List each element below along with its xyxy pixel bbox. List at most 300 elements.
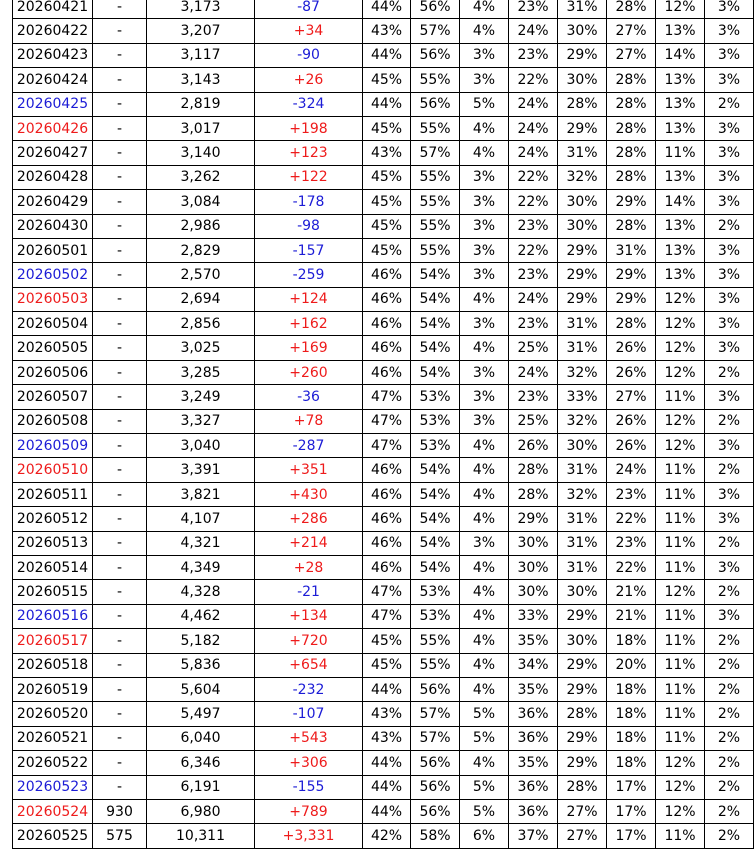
total-cell: 3,249 — [147, 385, 255, 409]
total-cell: 2,819 — [147, 92, 255, 116]
pct-cell-7: 11% — [656, 677, 705, 701]
pct-cell-6: 28% — [607, 0, 656, 19]
pct-cell-2: 56% — [411, 751, 460, 775]
pct-cell-3: 4% — [460, 0, 509, 19]
count-cell: 930 — [93, 799, 147, 823]
pct-cell-3: 5% — [460, 92, 509, 116]
table-row — [13, 507, 754, 531]
date-cell: 20260513 — [13, 531, 93, 555]
daily-stats-table — [12, 0, 754, 849]
count-cell: - — [93, 190, 147, 214]
pct-cell-4: 30% — [509, 531, 558, 555]
pct-cell-1: 44% — [363, 0, 411, 19]
pct-cell-3: 4% — [460, 751, 509, 775]
total-cell: 5,604 — [147, 677, 255, 701]
date-cell: 20260523 — [13, 775, 93, 799]
pct-cell-7: 11% — [656, 824, 705, 848]
change-cell: -157 — [255, 238, 363, 262]
pct-cell-1: 43% — [363, 19, 411, 43]
pct-cell-6: 28% — [607, 68, 656, 92]
date-cell: 20260426 — [13, 116, 93, 140]
count-cell: - — [93, 555, 147, 579]
pct-cell-1: 44% — [363, 799, 411, 823]
pct-cell-5: 29% — [558, 263, 607, 287]
table-row — [13, 677, 754, 701]
count-cell: - — [93, 751, 147, 775]
count-cell: - — [93, 775, 147, 799]
count-cell: - — [93, 287, 147, 311]
change-cell: +124 — [255, 287, 363, 311]
table-body — [13, 0, 754, 848]
pct-cell-6: 29% — [607, 263, 656, 287]
change-cell: -155 — [255, 775, 363, 799]
pct-cell-6: 28% — [607, 141, 656, 165]
pct-cell-3: 5% — [460, 726, 509, 750]
pct-cell-3: 4% — [460, 580, 509, 604]
pct-cell-1: 46% — [363, 287, 411, 311]
pct-cell-2: 56% — [411, 43, 460, 67]
pct-cell-1: 44% — [363, 751, 411, 775]
table-row — [13, 336, 754, 360]
count-cell: - — [93, 385, 147, 409]
pct-cell-3: 4% — [460, 677, 509, 701]
pct-cell-5: 29% — [558, 43, 607, 67]
change-cell: -107 — [255, 702, 363, 726]
pct-cell-3: 4% — [460, 19, 509, 43]
pct-cell-1: 42% — [363, 824, 411, 848]
pct-cell-3: 4% — [460, 555, 509, 579]
pct-cell-5: 30% — [558, 214, 607, 238]
pct-cell-4: 24% — [509, 287, 558, 311]
change-cell: -98 — [255, 214, 363, 238]
pct-cell-6: 27% — [607, 43, 656, 67]
pct-cell-3: 3% — [460, 385, 509, 409]
pct-cell-8: 2% — [705, 629, 754, 653]
pct-cell-6: 27% — [607, 19, 656, 43]
pct-cell-4: 22% — [509, 238, 558, 262]
count-cell: - — [93, 92, 147, 116]
total-cell: 4,349 — [147, 555, 255, 579]
pct-cell-7: 11% — [656, 726, 705, 750]
pct-cell-3: 3% — [460, 312, 509, 336]
pct-cell-3: 3% — [460, 360, 509, 384]
pct-cell-7: 12% — [656, 287, 705, 311]
pct-cell-8: 2% — [705, 824, 754, 848]
pct-cell-6: 18% — [607, 677, 656, 701]
pct-cell-7: 12% — [656, 751, 705, 775]
count-cell: - — [93, 68, 147, 92]
table-row — [13, 68, 754, 92]
change-cell: +260 — [255, 360, 363, 384]
pct-cell-1: 46% — [363, 531, 411, 555]
pct-cell-6: 29% — [607, 287, 656, 311]
pct-cell-5: 29% — [558, 653, 607, 677]
pct-cell-8: 3% — [705, 238, 754, 262]
pct-cell-2: 55% — [411, 214, 460, 238]
pct-cell-4: 28% — [509, 482, 558, 506]
change-cell: +3,331 — [255, 824, 363, 848]
date-cell: 20260507 — [13, 385, 93, 409]
pct-cell-2: 54% — [411, 360, 460, 384]
total-cell: 4,462 — [147, 604, 255, 628]
pct-cell-2: 55% — [411, 238, 460, 262]
pct-cell-2: 56% — [411, 92, 460, 116]
count-cell: - — [93, 629, 147, 653]
pct-cell-8: 3% — [705, 68, 754, 92]
pct-cell-8: 3% — [705, 165, 754, 189]
table-row — [13, 434, 754, 458]
pct-cell-2: 53% — [411, 409, 460, 433]
date-cell: 20260509 — [13, 434, 93, 458]
pct-cell-4: 24% — [509, 360, 558, 384]
change-cell: -287 — [255, 434, 363, 458]
total-cell: 6,980 — [147, 799, 255, 823]
date-cell: 20260502 — [13, 263, 93, 287]
pct-cell-4: 24% — [509, 19, 558, 43]
pct-cell-4: 23% — [509, 0, 558, 19]
date-cell: 20260504 — [13, 312, 93, 336]
change-cell: +306 — [255, 751, 363, 775]
pct-cell-1: 44% — [363, 775, 411, 799]
pct-cell-6: 28% — [607, 214, 656, 238]
change-cell: +122 — [255, 165, 363, 189]
pct-cell-8: 2% — [705, 653, 754, 677]
pct-cell-3: 4% — [460, 482, 509, 506]
pct-cell-1: 45% — [363, 165, 411, 189]
pct-cell-7: 11% — [656, 507, 705, 531]
change-cell: -232 — [255, 677, 363, 701]
pct-cell-2: 55% — [411, 68, 460, 92]
date-cell: 20260424 — [13, 68, 93, 92]
table-row — [13, 263, 754, 287]
pct-cell-1: 45% — [363, 116, 411, 140]
pct-cell-6: 21% — [607, 580, 656, 604]
pct-cell-4: 24% — [509, 92, 558, 116]
pct-cell-2: 54% — [411, 482, 460, 506]
pct-cell-2: 54% — [411, 336, 460, 360]
count-cell: - — [93, 482, 147, 506]
pct-cell-1: 43% — [363, 702, 411, 726]
pct-cell-8: 2% — [705, 726, 754, 750]
pct-cell-7: 11% — [656, 141, 705, 165]
pct-cell-8: 2% — [705, 214, 754, 238]
pct-cell-1: 45% — [363, 68, 411, 92]
pct-cell-2: 53% — [411, 580, 460, 604]
date-cell: 20260512 — [13, 507, 93, 531]
pct-cell-6: 28% — [607, 312, 656, 336]
count-cell: - — [93, 726, 147, 750]
total-cell: 6,346 — [147, 751, 255, 775]
pct-cell-7: 13% — [656, 214, 705, 238]
pct-cell-2: 56% — [411, 775, 460, 799]
change-cell: +720 — [255, 629, 363, 653]
pct-cell-2: 55% — [411, 190, 460, 214]
pct-cell-2: 55% — [411, 653, 460, 677]
pct-cell-5: 29% — [558, 238, 607, 262]
pct-cell-4: 35% — [509, 751, 558, 775]
pct-cell-6: 29% — [607, 190, 656, 214]
table-row — [13, 385, 754, 409]
pct-cell-4: 35% — [509, 677, 558, 701]
date-cell: 20260422 — [13, 19, 93, 43]
pct-cell-4: 36% — [509, 799, 558, 823]
pct-cell-4: 35% — [509, 629, 558, 653]
pct-cell-6: 18% — [607, 726, 656, 750]
pct-cell-4: 37% — [509, 824, 558, 848]
pct-cell-8: 3% — [705, 43, 754, 67]
pct-cell-8: 2% — [705, 799, 754, 823]
total-cell: 2,570 — [147, 263, 255, 287]
table-row — [13, 19, 754, 43]
pct-cell-1: 44% — [363, 677, 411, 701]
pct-cell-6: 23% — [607, 531, 656, 555]
pct-cell-8: 3% — [705, 385, 754, 409]
pct-cell-2: 54% — [411, 287, 460, 311]
pct-cell-4: 23% — [509, 312, 558, 336]
date-cell: 20260429 — [13, 190, 93, 214]
pct-cell-5: 31% — [558, 531, 607, 555]
table-row — [13, 92, 754, 116]
total-cell: 6,191 — [147, 775, 255, 799]
total-cell: 3,285 — [147, 360, 255, 384]
change-cell: -21 — [255, 580, 363, 604]
pct-cell-3: 4% — [460, 336, 509, 360]
pct-cell-5: 31% — [558, 555, 607, 579]
pct-cell-2: 54% — [411, 312, 460, 336]
change-cell: +214 — [255, 531, 363, 555]
pct-cell-5: 27% — [558, 799, 607, 823]
pct-cell-1: 46% — [363, 336, 411, 360]
pct-cell-6: 22% — [607, 555, 656, 579]
date-cell: 20260430 — [13, 214, 93, 238]
change-cell: +34 — [255, 19, 363, 43]
change-cell: +162 — [255, 312, 363, 336]
pct-cell-8: 3% — [705, 190, 754, 214]
date-cell: 20260522 — [13, 751, 93, 775]
date-cell: 20260508 — [13, 409, 93, 433]
pct-cell-4: 30% — [509, 555, 558, 579]
date-cell: 20260516 — [13, 604, 93, 628]
pct-cell-7: 12% — [656, 336, 705, 360]
pct-cell-3: 4% — [460, 653, 509, 677]
count-cell: - — [93, 214, 147, 238]
table-row — [13, 604, 754, 628]
pct-cell-5: 28% — [558, 702, 607, 726]
pct-cell-5: 32% — [558, 165, 607, 189]
pct-cell-3: 3% — [460, 238, 509, 262]
pct-cell-8: 3% — [705, 507, 754, 531]
table-row — [13, 238, 754, 262]
pct-cell-1: 46% — [363, 555, 411, 579]
table-row — [13, 653, 754, 677]
table-row — [13, 312, 754, 336]
count-cell: - — [93, 677, 147, 701]
pct-cell-8: 3% — [705, 287, 754, 311]
pct-cell-5: 29% — [558, 287, 607, 311]
pct-cell-6: 27% — [607, 385, 656, 409]
table-row — [13, 482, 754, 506]
pct-cell-8: 3% — [705, 336, 754, 360]
count-cell: - — [93, 141, 147, 165]
pct-cell-1: 46% — [363, 312, 411, 336]
pct-cell-4: 23% — [509, 214, 558, 238]
pct-cell-7: 13% — [656, 238, 705, 262]
pct-cell-7: 12% — [656, 799, 705, 823]
total-cell: 4,107 — [147, 507, 255, 531]
pct-cell-8: 3% — [705, 434, 754, 458]
date-cell: 20260514 — [13, 555, 93, 579]
change-cell: +123 — [255, 141, 363, 165]
count-cell: - — [93, 312, 147, 336]
date-cell: 20260525 — [13, 824, 93, 848]
pct-cell-2: 57% — [411, 19, 460, 43]
pct-cell-4: 23% — [509, 385, 558, 409]
pct-cell-6: 22% — [607, 507, 656, 531]
total-cell: 4,328 — [147, 580, 255, 604]
change-cell: -87 — [255, 0, 363, 19]
pct-cell-8: 2% — [705, 580, 754, 604]
pct-cell-7: 12% — [656, 434, 705, 458]
date-cell: 20260510 — [13, 458, 93, 482]
date-cell: 20260506 — [13, 360, 93, 384]
pct-cell-7: 12% — [656, 775, 705, 799]
pct-cell-8: 2% — [705, 775, 754, 799]
pct-cell-2: 55% — [411, 116, 460, 140]
pct-cell-6: 26% — [607, 409, 656, 433]
pct-cell-1: 45% — [363, 653, 411, 677]
pct-cell-5: 32% — [558, 482, 607, 506]
count-cell: - — [93, 116, 147, 140]
pct-cell-6: 24% — [607, 458, 656, 482]
pct-cell-4: 34% — [509, 653, 558, 677]
pct-cell-7: 12% — [656, 312, 705, 336]
pct-cell-5: 31% — [558, 507, 607, 531]
pct-cell-5: 27% — [558, 824, 607, 848]
pct-cell-8: 3% — [705, 263, 754, 287]
pct-cell-2: 55% — [411, 165, 460, 189]
pct-cell-2: 54% — [411, 531, 460, 555]
pct-cell-5: 29% — [558, 677, 607, 701]
pct-cell-8: 3% — [705, 141, 754, 165]
pct-cell-8: 2% — [705, 92, 754, 116]
pct-cell-4: 30% — [509, 580, 558, 604]
pct-cell-3: 4% — [460, 458, 509, 482]
pct-cell-8: 3% — [705, 604, 754, 628]
date-cell: 20260521 — [13, 726, 93, 750]
table-row — [13, 409, 754, 433]
change-cell: +78 — [255, 409, 363, 433]
table-row — [13, 165, 754, 189]
pct-cell-4: 36% — [509, 702, 558, 726]
change-cell: +654 — [255, 653, 363, 677]
total-cell: 3,084 — [147, 190, 255, 214]
count-cell: - — [93, 702, 147, 726]
date-cell: 20260505 — [13, 336, 93, 360]
count-cell: - — [93, 507, 147, 531]
date-cell: 20260503 — [13, 287, 93, 311]
table-row — [13, 555, 754, 579]
pct-cell-6: 20% — [607, 653, 656, 677]
pct-cell-2: 57% — [411, 726, 460, 750]
pct-cell-6: 23% — [607, 482, 656, 506]
change-cell: +430 — [255, 482, 363, 506]
pct-cell-5: 30% — [558, 19, 607, 43]
pct-cell-5: 31% — [558, 336, 607, 360]
change-cell: -36 — [255, 385, 363, 409]
pct-cell-7: 12% — [656, 409, 705, 433]
table-row — [13, 751, 754, 775]
date-cell: 20260515 — [13, 580, 93, 604]
pct-cell-1: 43% — [363, 141, 411, 165]
table-row — [13, 531, 754, 555]
pct-cell-6: 17% — [607, 775, 656, 799]
pct-cell-7: 11% — [656, 531, 705, 555]
total-cell: 5,836 — [147, 653, 255, 677]
pct-cell-4: 36% — [509, 726, 558, 750]
count-cell: - — [93, 653, 147, 677]
pct-cell-7: 11% — [656, 604, 705, 628]
count-cell: - — [93, 43, 147, 67]
pct-cell-4: 25% — [509, 409, 558, 433]
change-cell: +198 — [255, 116, 363, 140]
change-cell: -90 — [255, 43, 363, 67]
change-cell: +169 — [255, 336, 363, 360]
pct-cell-4: 22% — [509, 190, 558, 214]
table-row — [13, 190, 754, 214]
pct-cell-3: 4% — [460, 629, 509, 653]
pct-cell-7: 12% — [656, 0, 705, 19]
pct-cell-7: 11% — [656, 702, 705, 726]
pct-cell-6: 26% — [607, 336, 656, 360]
change-cell: +286 — [255, 507, 363, 531]
pct-cell-5: 32% — [558, 409, 607, 433]
pct-cell-1: 46% — [363, 263, 411, 287]
pct-cell-4: 36% — [509, 775, 558, 799]
table-row — [13, 43, 754, 67]
pct-cell-1: 45% — [363, 629, 411, 653]
table-row — [13, 629, 754, 653]
pct-cell-6: 21% — [607, 604, 656, 628]
pct-cell-5: 30% — [558, 68, 607, 92]
count-cell: - — [93, 19, 147, 43]
date-cell: 20260421 — [13, 0, 93, 19]
pct-cell-3: 4% — [460, 434, 509, 458]
pct-cell-2: 56% — [411, 677, 460, 701]
pct-cell-3: 5% — [460, 799, 509, 823]
pct-cell-5: 30% — [558, 190, 607, 214]
pct-cell-3: 3% — [460, 409, 509, 433]
date-cell: 20260427 — [13, 141, 93, 165]
table-row — [13, 824, 754, 848]
pct-cell-4: 22% — [509, 68, 558, 92]
count-cell: - — [93, 0, 147, 19]
pct-cell-2: 55% — [411, 629, 460, 653]
change-cell: +351 — [255, 458, 363, 482]
pct-cell-7: 13% — [656, 92, 705, 116]
pct-cell-6: 18% — [607, 751, 656, 775]
pct-cell-6: 18% — [607, 702, 656, 726]
pct-cell-7: 11% — [656, 482, 705, 506]
total-cell: 4,321 — [147, 531, 255, 555]
pct-cell-1: 45% — [363, 238, 411, 262]
pct-cell-4: 26% — [509, 434, 558, 458]
total-cell: 3,040 — [147, 434, 255, 458]
count-cell: - — [93, 434, 147, 458]
pct-cell-6: 17% — [607, 799, 656, 823]
pct-cell-5: 30% — [558, 629, 607, 653]
pct-cell-1: 45% — [363, 190, 411, 214]
table-row — [13, 726, 754, 750]
